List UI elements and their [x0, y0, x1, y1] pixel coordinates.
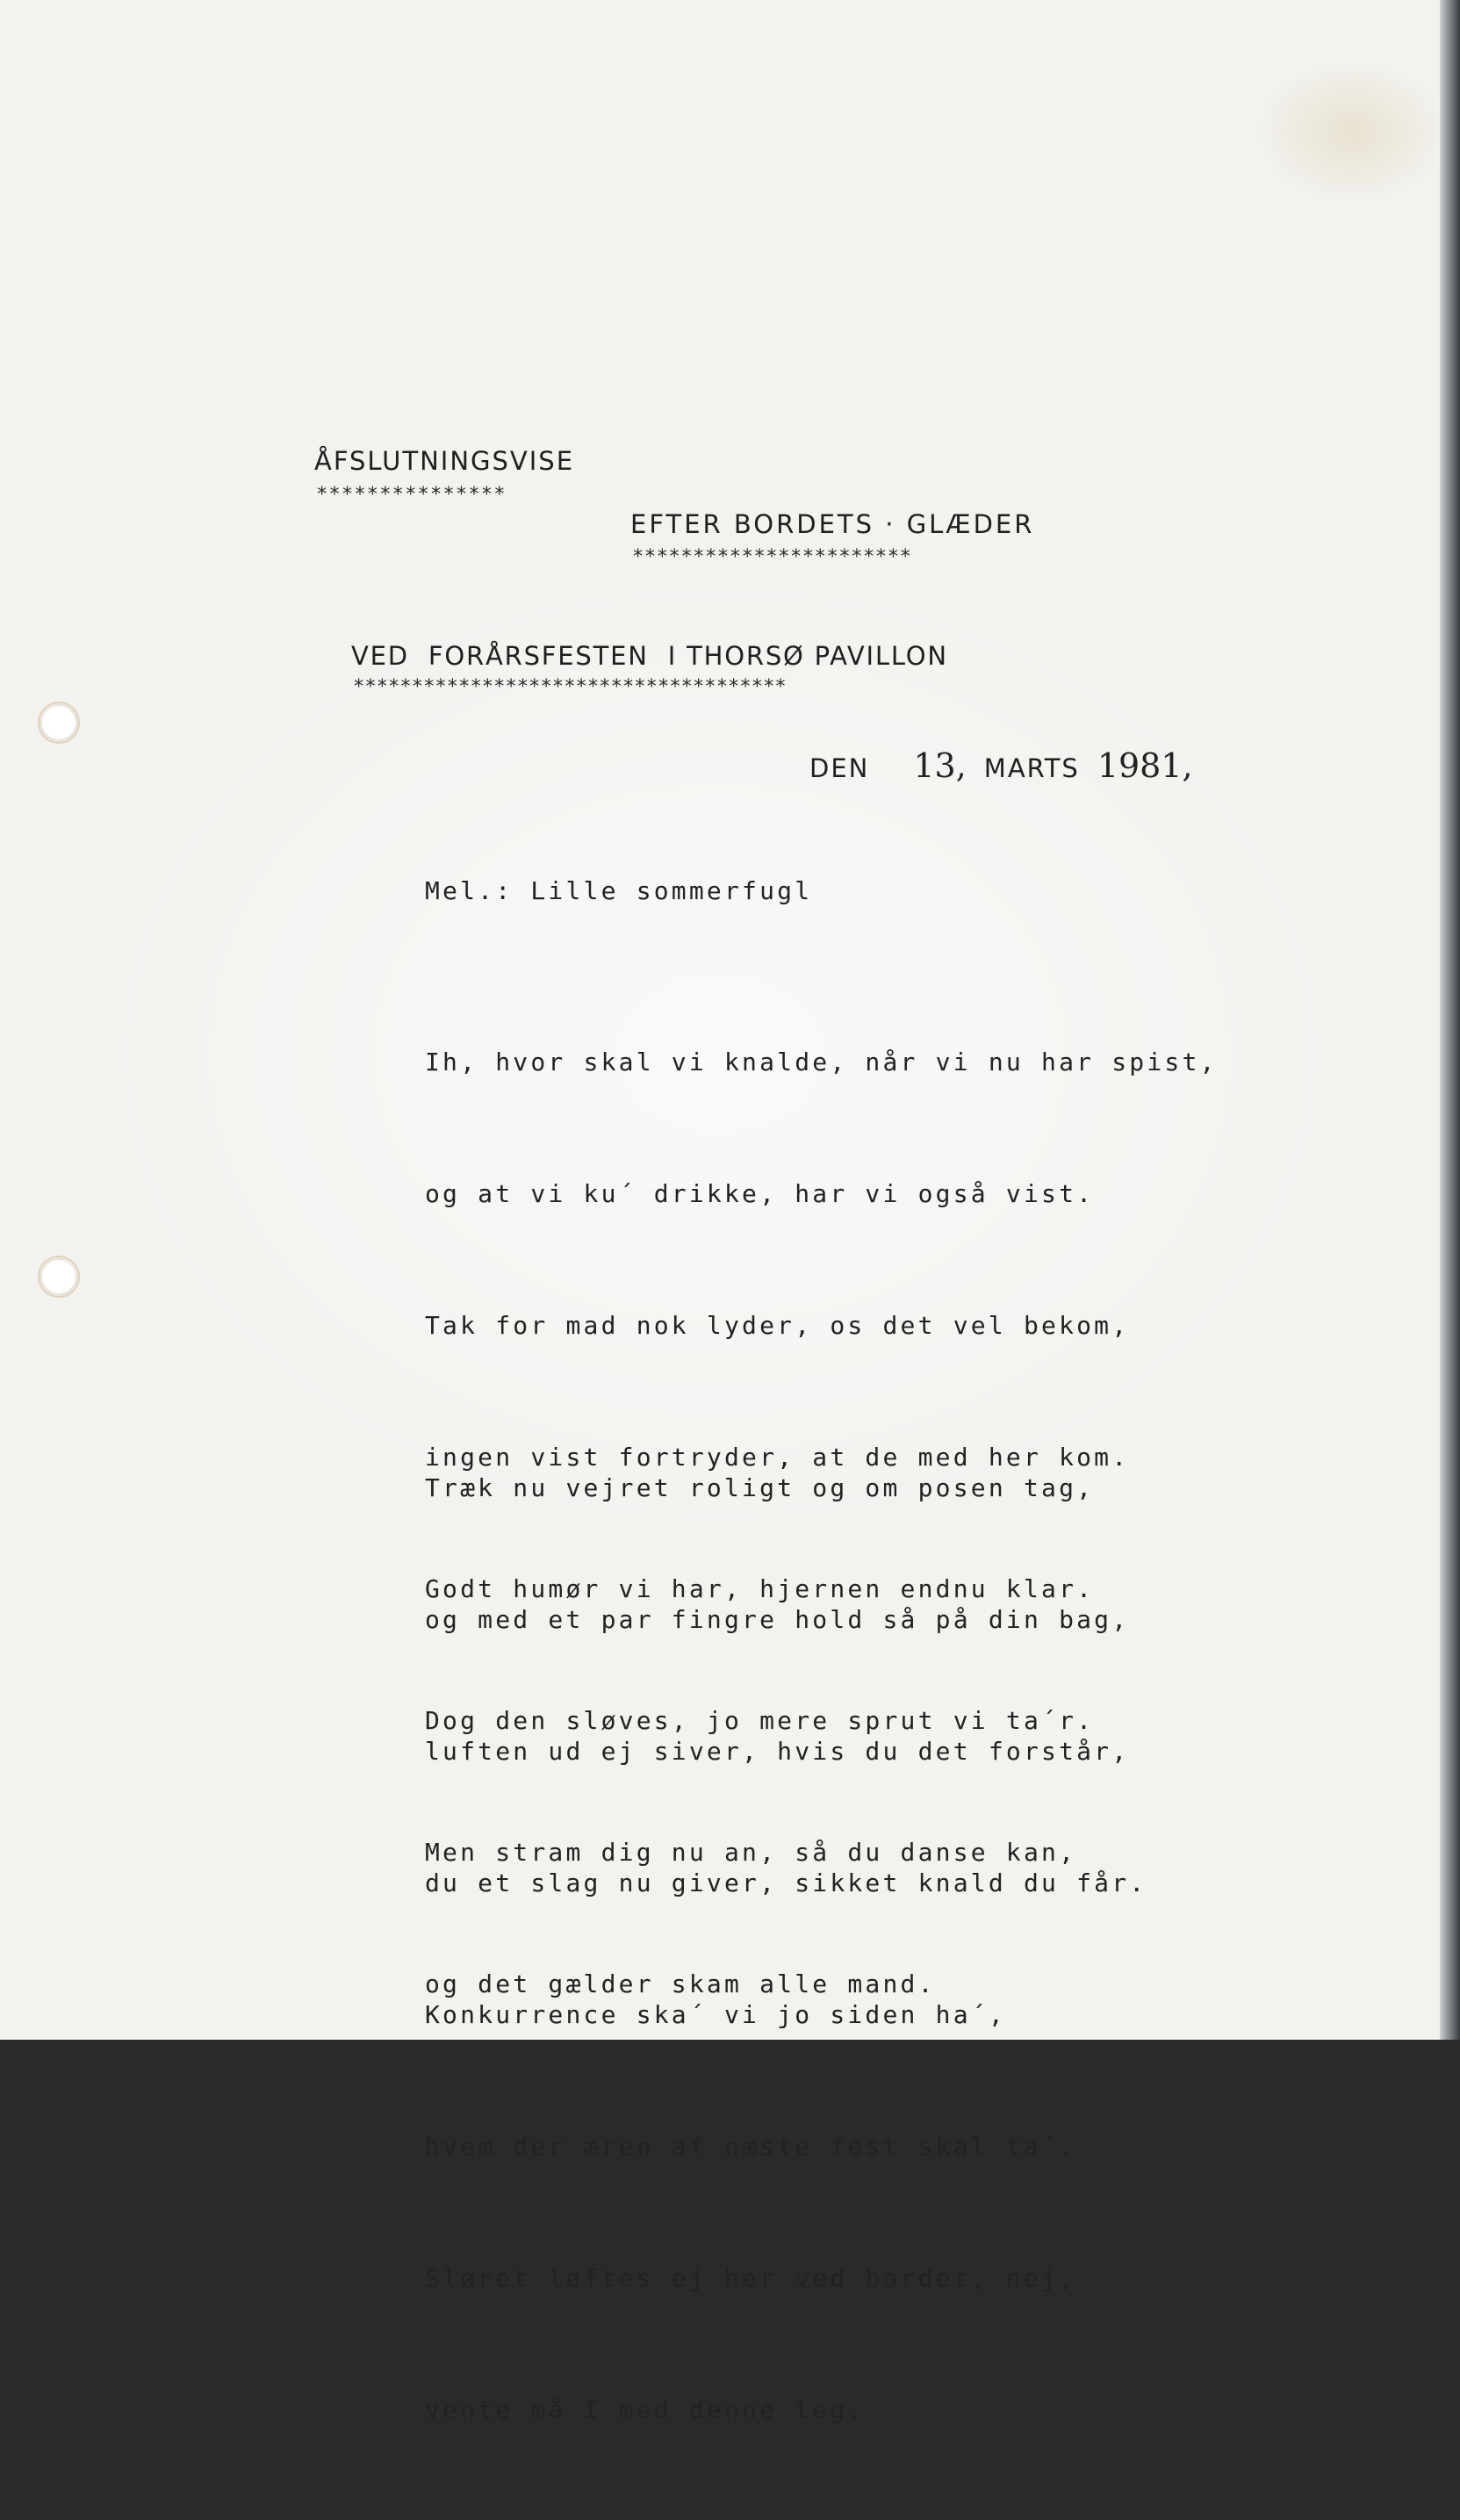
venue-underline: *************************************: [353, 676, 787, 698]
punch-hole-top: [40, 703, 78, 742]
punch-hole-bottom: [40, 1257, 78, 1296]
verse-line: Godt humør vi har, hjernen endnu klar.: [425, 1574, 1095, 1603]
verse-2: [425, 1379, 1147, 2520]
verse-line: ingen vist fortryder, at de med her kom.: [425, 1443, 1130, 1472]
melody-note: Mel.: Lille sommerfugl: [425, 876, 813, 905]
verse-line: Men stram dig nu an, så du danse kan,: [425, 1838, 1077, 1867]
date-line: [809, 746, 1193, 785]
verse-line: Dog den sløves, jo mere sprut vi ta´r.: [425, 1706, 1095, 1735]
verse-line: Ih, hvor skal vi knalde, når vi nu har spist,: [425, 1048, 1218, 1076]
verse-line: vente må I med denne leg.: [425, 2395, 866, 2424]
song-subtitle: EFTER BORDETS · GLÆDER: [630, 509, 1035, 539]
venue-line: VED FORÅRSFESTEN I THORSØ PAVILLON: [351, 641, 948, 671]
verse-line: Træk nu vejret roligt og om posen tag,: [425, 1473, 1095, 1502]
date-year: 1981,: [1097, 746, 1193, 785]
verse-line: hvem der æren af næste fest skal ta´.: [425, 2132, 1077, 2161]
song-title-underline: ***************: [316, 484, 507, 506]
date-prefix: DEN: [809, 753, 870, 783]
verse-line: og det gælder skam alle mand.: [425, 1969, 936, 1998]
verse-line: og med et par fingre hold så på din bag,: [425, 1605, 1130, 1634]
date-month: MARTS: [983, 753, 1080, 783]
date-day: 13,: [913, 746, 967, 785]
verse-line: luften ud ej siver, hvis du det forstår,: [425, 1737, 1130, 1766]
verse-line: Konkurrence ska´ vi jo siden ha´,: [425, 2000, 1006, 2029]
scan-edge: [1440, 0, 1460, 2040]
verse-line: Sløret løftes ej her ved bordet, nej,: [425, 2264, 1077, 2293]
verse-line: du et slag nu giver, sikket knald du får.: [425, 1868, 1147, 1897]
verse-line: Tak for mad nok lyder, os det vel bekom,: [425, 1311, 1130, 1340]
song-subtitle-underline: ***********************: [632, 546, 912, 568]
verse-line: og at vi ku´ drikke, har vi også vist.: [425, 1179, 1095, 1208]
song-title: ÅFSLUTNINGSVISE: [314, 446, 575, 476]
